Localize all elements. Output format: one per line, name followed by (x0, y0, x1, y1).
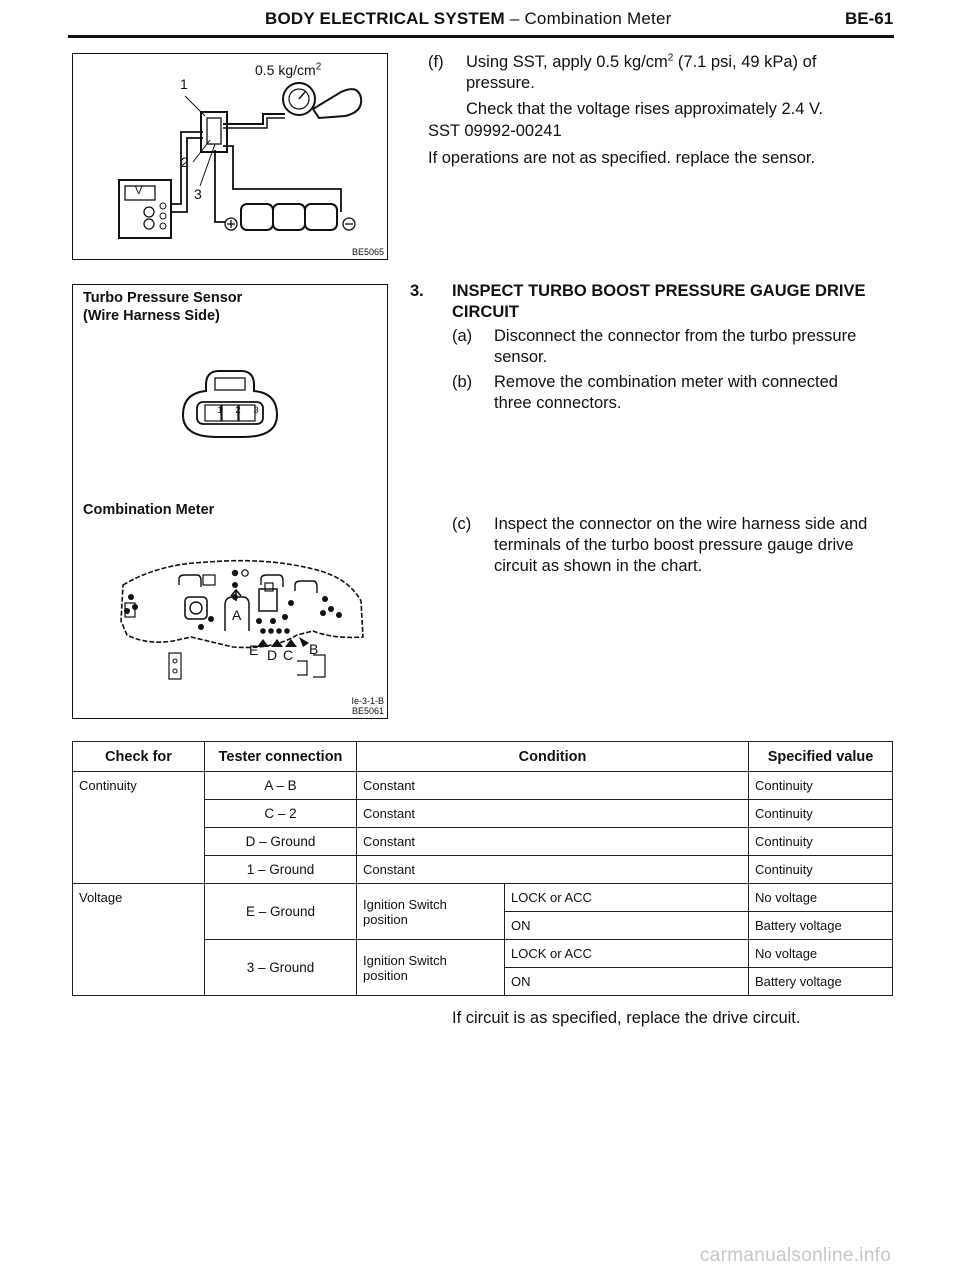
pressure-test-illustration (73, 54, 387, 259)
step-f-line3: Check that the voltage rises approximately 2.4 V. (466, 100, 824, 118)
terminal-d-label: D (267, 647, 278, 663)
tester-connection: E – Ground (205, 884, 357, 940)
figure-connectors (72, 284, 388, 719)
tester-connection: D – Ground (205, 828, 357, 856)
pin-1-label: 1 (180, 76, 188, 92)
step-c-label: (c) (452, 515, 472, 533)
voltmeter-label: V (135, 185, 143, 197)
step-b-body: Remove the combination meter with connected three connectors. (494, 373, 838, 412)
step-c-body: Inspect the connector on the wire harness side and terminals of the turbo boost pressure gauge drive circuit as shown in the chart. (494, 515, 868, 575)
sensor-pin-1: 1 (217, 405, 223, 416)
specified-value: No voltage (749, 940, 893, 968)
terminal-b-label: B (309, 641, 319, 657)
condition: Constant (357, 800, 749, 828)
header-dash: – (504, 9, 525, 28)
meter-title: Combination Meter (83, 502, 215, 518)
table-row (73, 884, 893, 912)
tester-connection: 3 – Ground (205, 940, 357, 996)
sensor-pin-2: 2 (235, 405, 241, 416)
table-header-row (73, 742, 893, 772)
step-f-line2: pressure. (466, 74, 535, 92)
pin-3-label: 3 (194, 186, 202, 202)
switch-position: ON (505, 968, 749, 996)
not-specified-note: If operations are not as specified. replace the sensor. (428, 149, 816, 167)
specified-value: Continuity (749, 856, 893, 884)
sensor-title: Turbo Pressure Sensor (Wire Harness Side) (83, 290, 243, 324)
check-for-voltage: Voltage (73, 884, 205, 996)
pin-2-label: 2 (181, 154, 189, 170)
tester-connection: C – 2 (205, 800, 357, 828)
terminal-e-label: E (249, 642, 259, 658)
switch-position: LOCK or ACC (505, 884, 749, 912)
figure-code: Ie-3-1-B BE5061 (351, 696, 384, 716)
specified-value: No voltage (749, 884, 893, 912)
sensor-pin-3: 3 (253, 405, 259, 416)
header-title (265, 9, 671, 29)
check-for-continuity: Continuity (73, 772, 205, 884)
condition: Ignition Switch position (357, 940, 505, 996)
conclusion-text: If circuit is as specified, replace the drive circuit. (452, 1009, 801, 1027)
condition: Constant (357, 828, 749, 856)
condition: Constant (357, 856, 749, 884)
inspection-chart (72, 741, 893, 996)
header-subsection: Combination Meter (524, 9, 672, 28)
specified-value: Continuity (749, 772, 893, 800)
watermark: carmanualsonline.info (700, 1245, 892, 1266)
step-f-body (466, 52, 896, 120)
header-rule (68, 35, 894, 38)
step-a-label: (a) (452, 327, 473, 345)
figure-pressure-test (72, 53, 388, 260)
specified-value: Continuity (749, 828, 893, 856)
page-number: BE-61 (845, 9, 894, 28)
specified-value: Continuity (749, 800, 893, 828)
tester-connection: A – B (205, 772, 357, 800)
header-specified-value: Specified value (749, 742, 893, 772)
step-b-label: (b) (452, 373, 473, 391)
header-section: BODY ELECTRICAL SYSTEM (265, 9, 505, 28)
terminal-a-label: A (232, 607, 242, 623)
condition: Ignition Switch position (357, 884, 505, 940)
section-title: INSPECT TURBO BOOST PRESSURE GAUGE DRIVE CIRCUIT (452, 282, 866, 321)
pressure-label: 0.5 $kg/cm^2$ (255, 61, 322, 78)
condition: Constant (357, 772, 749, 800)
table-row (73, 772, 893, 800)
terminal-c-label: C (283, 647, 294, 663)
header-tester-connection: Tester connection (205, 742, 357, 772)
sst-number: SST 09992-00241 (428, 122, 562, 140)
step-f-label: (f) (428, 53, 444, 71)
specified-value: Battery voltage (749, 912, 893, 940)
header-condition: Condition (357, 742, 749, 772)
page-header (0, 4, 960, 34)
section-number: 3. (410, 282, 424, 300)
tester-connection: 1 – Ground (205, 856, 357, 884)
step-f-line1: Using SST, apply 0.5 $kg/cm^2$ (7.1 psi, 49 kPa) of (466, 52, 817, 71)
switch-position: LOCK or ACC (505, 940, 749, 968)
header-check-for: Check for (73, 742, 205, 772)
step-a-body: Disconnect the connector from the turbo pressure sensor. (494, 327, 857, 366)
specified-value: Battery voltage (749, 968, 893, 996)
switch-position: ON (505, 912, 749, 940)
sensor-pin-labels (211, 405, 265, 416)
figure-code: BE5065 (351, 247, 384, 257)
